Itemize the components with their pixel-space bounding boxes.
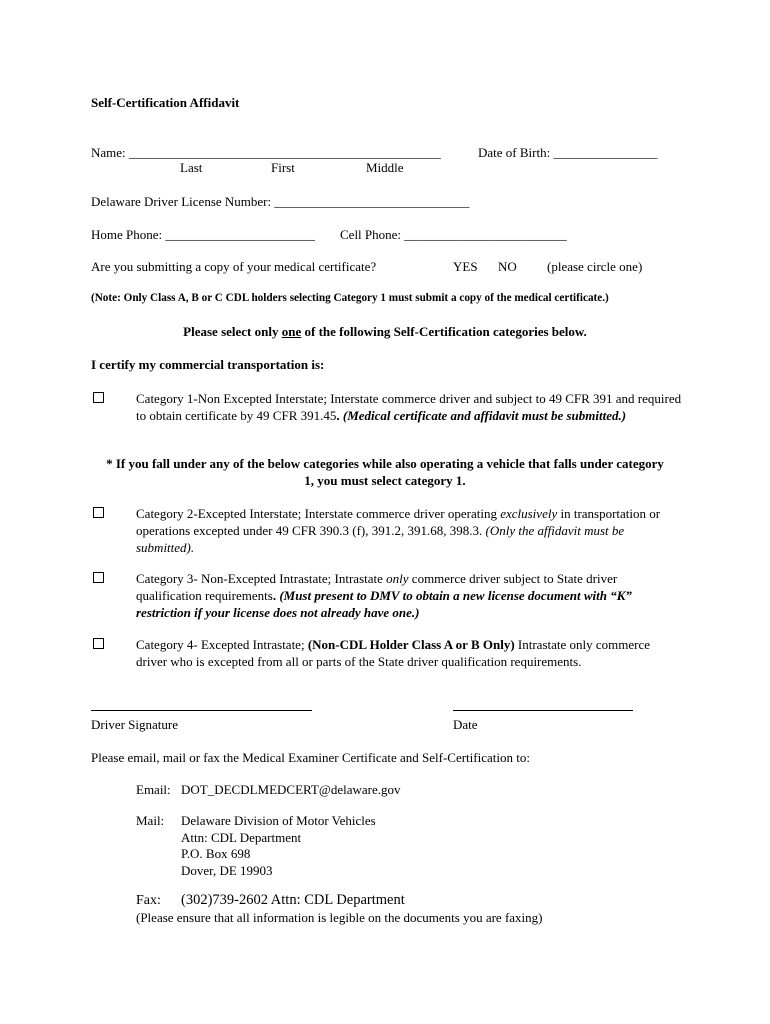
- category-2-exclusively: exclusively: [500, 506, 558, 521]
- date-label: Date: [453, 717, 478, 732]
- mail-address: [181, 813, 376, 879]
- category-3-text: [136, 570, 684, 621]
- note: (Note: Only Class A, B or C CDL holders selecting Category 1 must submit a copy of the medical certificate.): [91, 292, 609, 304]
- driver-signature-line[interactable]: [91, 710, 312, 711]
- fax-label: Fax:: [136, 893, 161, 908]
- select-prompt-emphasis: one: [281, 324, 302, 339]
- date-of-birth-field[interactable]: Date of Birth: ________________: [478, 145, 658, 160]
- category-4-description-end: Intrastate only commerce driver who is excepted from all or parts of the State driver qualification requirements.: [136, 637, 651, 669]
- category-2-checkbox[interactable]: [93, 507, 104, 518]
- send-instructions: Please email, mail or fax the Medical Examiner Certificate and Self-Certification to:: [91, 750, 530, 765]
- category-2-description-end: in transportation or operations excepted under 49 CFR 390.3 (f), 391.2, 391.68, 398.3.: [136, 506, 661, 538]
- mail-address-line: Attn: CDL Department: [181, 829, 302, 845]
- certify-heading: I certify my commercial transportation is:: [91, 357, 325, 372]
- category-1-checkbox[interactable]: [93, 392, 104, 403]
- cell-phone-field[interactable]: Cell Phone: _________________________: [340, 227, 567, 242]
- category-1-text: [136, 390, 684, 424]
- category-1-description: Category 1-Non Excepted Interstate; Interstate commerce driver and subject to 49 CFR 391 and required to obtain certificate by 49 CFR 391.45: [136, 391, 682, 423]
- page-title: Self-Certification Affidavit: [91, 95, 240, 110]
- yes-option[interactable]: YES: [453, 259, 478, 274]
- fax-legibility-note: (Please ensure that all information is legible on the documents you are faxing): [136, 910, 543, 925]
- no-option[interactable]: NO: [498, 259, 517, 274]
- name-sublabel-middle: Middle: [366, 160, 404, 175]
- license-number-field[interactable]: Delaware Driver License Number: ______________________________: [91, 194, 470, 209]
- category-1-requirement: (Medical certificate and affidavit must be submitted.): [342, 408, 627, 423]
- category-3-only: only: [386, 571, 409, 586]
- fax-number: (302)739-2602 Attn: CDL Department: [181, 892, 405, 908]
- select-prompt-pre: Please select only: [183, 324, 282, 339]
- driver-signature-label: Driver Signature: [91, 717, 179, 732]
- name-sublabel-last: Last: [180, 160, 203, 175]
- mail-label: Mail:: [136, 813, 165, 828]
- category-4-description-start: Category 4- Excepted Intrastate;: [136, 637, 308, 652]
- category-1-warning: * If you fall under any of the below categories while also operating a vehicle that falls under category 1, you must select category 1.: [106, 456, 664, 488]
- category-3-description-start: Category 3- Non-Excepted Intrastate; Intrastate: [136, 571, 387, 586]
- category-2-description-start: Category 2-Excepted Interstate; Interstate commerce driver operating: [136, 506, 501, 521]
- select-prompt: [0, 324, 770, 340]
- email-address[interactable]: DOT_DECDLMEDCERT@delaware.gov: [181, 782, 401, 797]
- category-3-requirement: (Must present to DMV to obtain a new license document with “K” restriction if your license does not already have one.): [136, 588, 632, 620]
- select-prompt-post: of the following Self-Certification categories below.: [301, 324, 587, 339]
- category-3-description-end: commerce driver subject to State driver qualification requirements: [136, 571, 618, 603]
- mail-address-line: Delaware Division of Motor Vehicles: [181, 813, 376, 828]
- mail-address-line: P.O. Box 698: [181, 846, 251, 861]
- circle-one-hint: (please circle one): [547, 259, 643, 274]
- medical-certificate-question: Are you submitting a copy of your medical certificate?: [91, 259, 377, 274]
- category-2-text: [136, 505, 684, 556]
- mail-address-line: Dover, DE 19903: [181, 862, 273, 878]
- category-4-text: [136, 636, 684, 670]
- name-field[interactable]: Name: ________________________________________________: [91, 145, 441, 160]
- category-3-period: .: [272, 588, 280, 603]
- date-signature-line[interactable]: [453, 710, 633, 711]
- category-4-checkbox[interactable]: [93, 638, 104, 649]
- email-label: Email:: [136, 782, 171, 797]
- category-1-period: .: [336, 408, 343, 423]
- name-sublabel-first: First: [271, 160, 295, 175]
- category-4-class-note: (Non-CDL Holder Class A or B Only): [307, 637, 515, 652]
- category-3-checkbox[interactable]: [93, 572, 104, 583]
- category-2-requirement: (Only the affidavit must be submitted).: [136, 523, 625, 555]
- home-phone-field[interactable]: Home Phone: _______________________: [91, 227, 315, 242]
